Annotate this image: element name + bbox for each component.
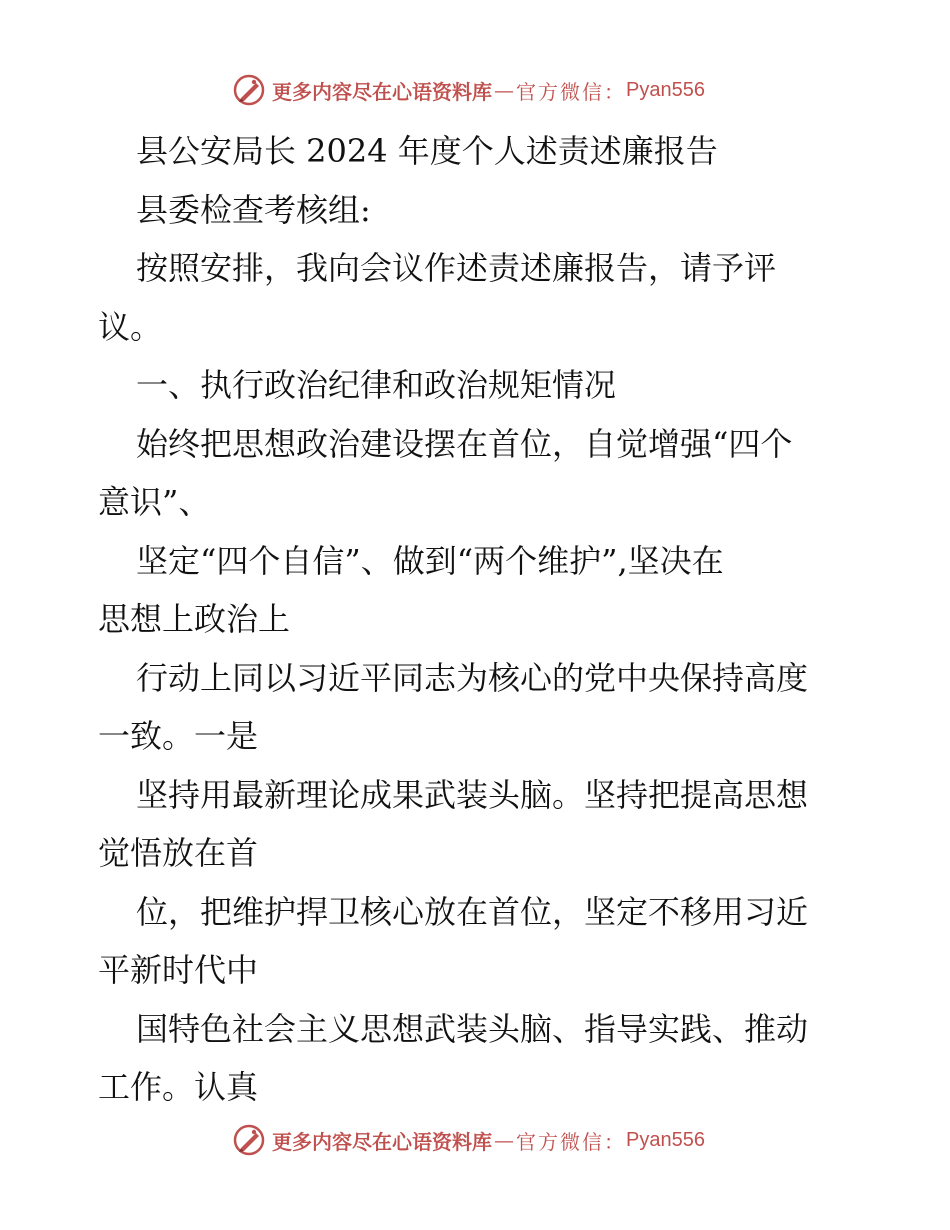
header-banner bbox=[232, 72, 705, 108]
banner-slogan: 更多内容尽在心语资料库 bbox=[272, 1129, 492, 1154]
banner-separator: — bbox=[494, 1128, 514, 1152]
banner-separator: — bbox=[494, 78, 514, 102]
body-line: 觉悟放在首 bbox=[98, 834, 259, 872]
body-line: 按照安排，我向会议作述责述廉报告，请予评 bbox=[136, 249, 777, 287]
section-heading: 一、执行政治纪律和政治规矩情况 bbox=[136, 366, 617, 404]
body-line: 思想上政治上 bbox=[98, 600, 291, 638]
pen-logo-icon bbox=[232, 1123, 266, 1157]
document-title: 县公安局长 2024 年度个人述责述廉报告 bbox=[136, 132, 718, 170]
body-line: 工作。认真 bbox=[98, 1068, 259, 1106]
banner-wechat-label: 官方微信： bbox=[516, 1129, 626, 1154]
body-line: 议。 bbox=[98, 307, 163, 346]
body-line: 一致。一是 bbox=[98, 717, 259, 755]
pen-logo-icon bbox=[232, 73, 266, 107]
body-line: 意识”、 bbox=[98, 483, 211, 521]
footer-banner bbox=[232, 1122, 705, 1158]
body-line: 坚持用最新理论成果武装头脑。坚持把提高思想 bbox=[136, 775, 809, 814]
body-line: 始终把思想政治建设摆在首位，自觉增强“四个 bbox=[136, 424, 793, 463]
body-line: 行动上同以习近平同志为核心的党中央保持高度 bbox=[136, 658, 809, 697]
banner-slogan: 更多内容尽在心语资料库 bbox=[272, 79, 492, 104]
body-line: 国特色社会主义思想武装头脑、指导实践、推动 bbox=[136, 1009, 809, 1048]
salutation: 县委检查考核组: bbox=[136, 190, 371, 229]
banner-wechat-id: Pyan556 bbox=[626, 1128, 705, 1151]
banner-wechat-id: Pyan556 bbox=[626, 78, 705, 101]
body-line: 平新时代中 bbox=[98, 951, 259, 989]
body-line: 位，把维护捍卫核心放在首位，坚定不移用习近 bbox=[136, 892, 809, 931]
banner-wechat-label: 官方微信： bbox=[516, 79, 626, 104]
document-body bbox=[98, 122, 858, 1117]
body-line: 坚定“四个自信”、做到“两个维护”,坚决在 bbox=[136, 541, 724, 580]
